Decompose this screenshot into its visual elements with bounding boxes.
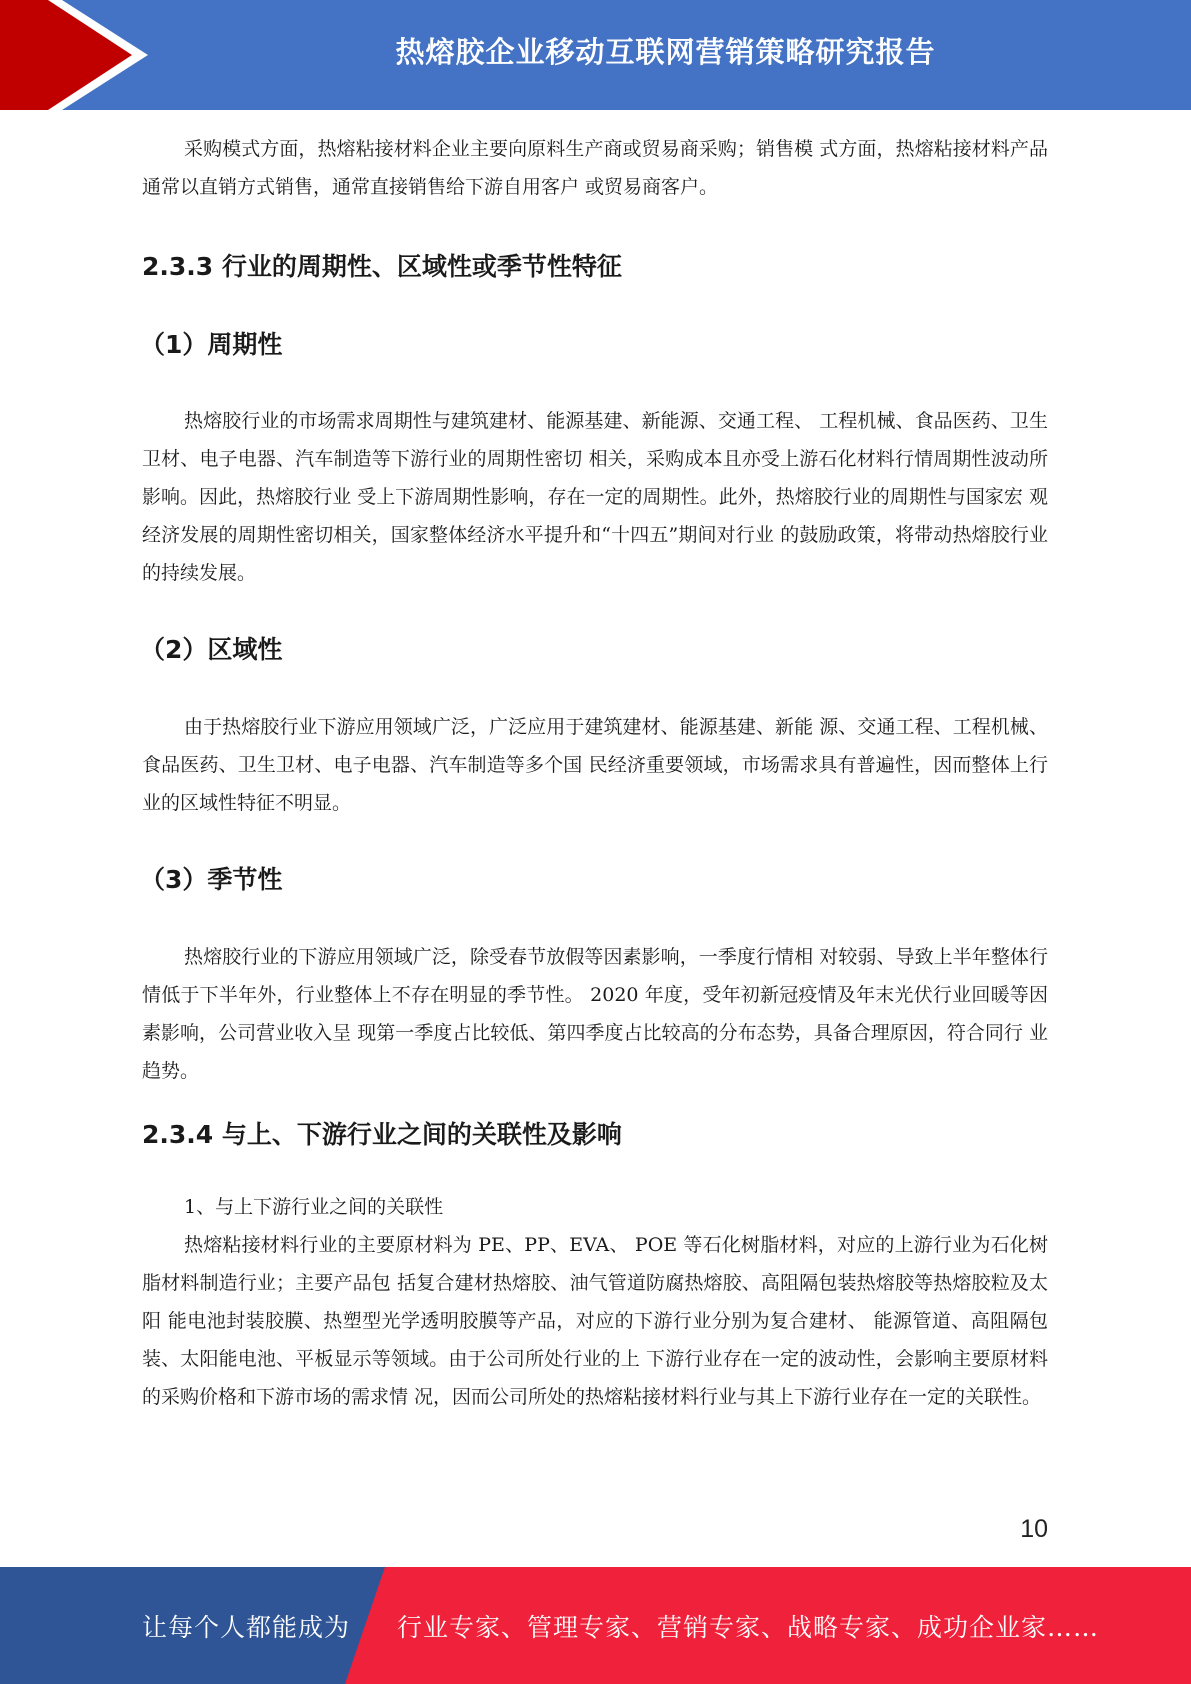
cyclical-paragraph: 热熔胶行业的市场需求周期性与建筑建材、能源基建、新能源、交通工程、 工程机械、食品医药、卫生卫材、电子电器、汽车制造等下游行业的周期性密切 相关，采购成本且亦受上游石化材料行情周期性波动所影响。因此，热熔胶行业 受上下游周期性影响，存在一定的周期性。此外，热熔胶行业的周期性与国家宏 观经济发展的周期性密切相关，国家整体经济水平提升和“十四五”期间对行业 的鼓励政策，将带动热熔胶行业的持续发展。 bbox=[142, 410, 1048, 584]
regional-paragraph: 由于热熔胶行业下游应用领域广泛，广泛应用于建筑建材、能源基建、新能 源、交通工程、工程机械、食品医药、卫生卫材、电子电器、汽车制造等多个国 民经济重要领域，市场需求具有普遍性，因而整体上行业的区域性特征不明显。 bbox=[142, 716, 1048, 814]
section-heading-2-3-4: 2.3.4 与上、下游行业之间的关联性及影响 bbox=[142, 1120, 622, 1149]
page-number: 10 bbox=[1020, 1515, 1048, 1543]
section-heading-2-3-3: 2.3.3 行业的周期性、区域性或季节性特征 bbox=[142, 252, 622, 281]
relevance-paragraph: 热熔粘接材料行业的主要原材料为 PE、PP、EVA、 POE 等石化树脂材料，对应的上游行业为石化树脂材料制造行业；主要产品包 括复合建材热熔胶、油气管道防腐热熔胶、高阻隔包装热熔胶等热熔胶粒及太阳 能电池封装胶膜、热塑型光学透明胶膜等产品，对应的下游行业分别为复合建材、 能源管道、高阻隔包装、太阳能电池、平板显示等领域。由于公司所处行业的上 下游行业存在一定的波动性，会影响主要原材料的采购价格和下游市场的需求情 况，因而公司所处的热熔粘接材料行业与其上下游行业存在一定的关联性。 bbox=[142, 1234, 1048, 1408]
footer-band bbox=[0, 1567, 1191, 1684]
subheading-regional: （2）区域性 bbox=[140, 635, 283, 664]
intro-paragraph: 采购模式方面，热熔粘接材料企业主要向原料生产商或贸易商采购；销售模 式方面，热熔粘接材料产品通常以直销方式销售，通常直接销售给下游自用客户 或贸易商客户。 bbox=[142, 138, 1048, 198]
header-chevron-icon bbox=[0, 0, 160, 110]
report-title: 热熔胶企业移动互联网营销策略研究报告 bbox=[395, 34, 936, 69]
header-band bbox=[0, 0, 1191, 110]
subheading-seasonal: （3）季节性 bbox=[140, 865, 283, 894]
footer-slogan-left: 让每个人都能成为 bbox=[142, 1612, 351, 1642]
subheading-cyclical: （1）周期性 bbox=[140, 330, 283, 359]
footer-slogan-right: 行业专家、管理专家、营销专家、战略专家、成功企业家…… bbox=[397, 1612, 1100, 1642]
seasonal-paragraph: 热熔胶行业的下游应用领域广泛，除受春节放假等因素影响，一季度行情相 对较弱、导致上半年整体行情低于下半年外，行业整体上不存在明显的季节性。 2020 年度，受年初新冠疫情及年末光伏行业回暖等因素影响，公司营业收入呈 现第一季度占比较低、第四季度占比较高的分布态势，具备合理原因，符合同行 业趋势。 bbox=[142, 946, 1048, 1082]
relevance-sub-label: 1、与上下游行业之间的关联性 bbox=[184, 1196, 444, 1218]
